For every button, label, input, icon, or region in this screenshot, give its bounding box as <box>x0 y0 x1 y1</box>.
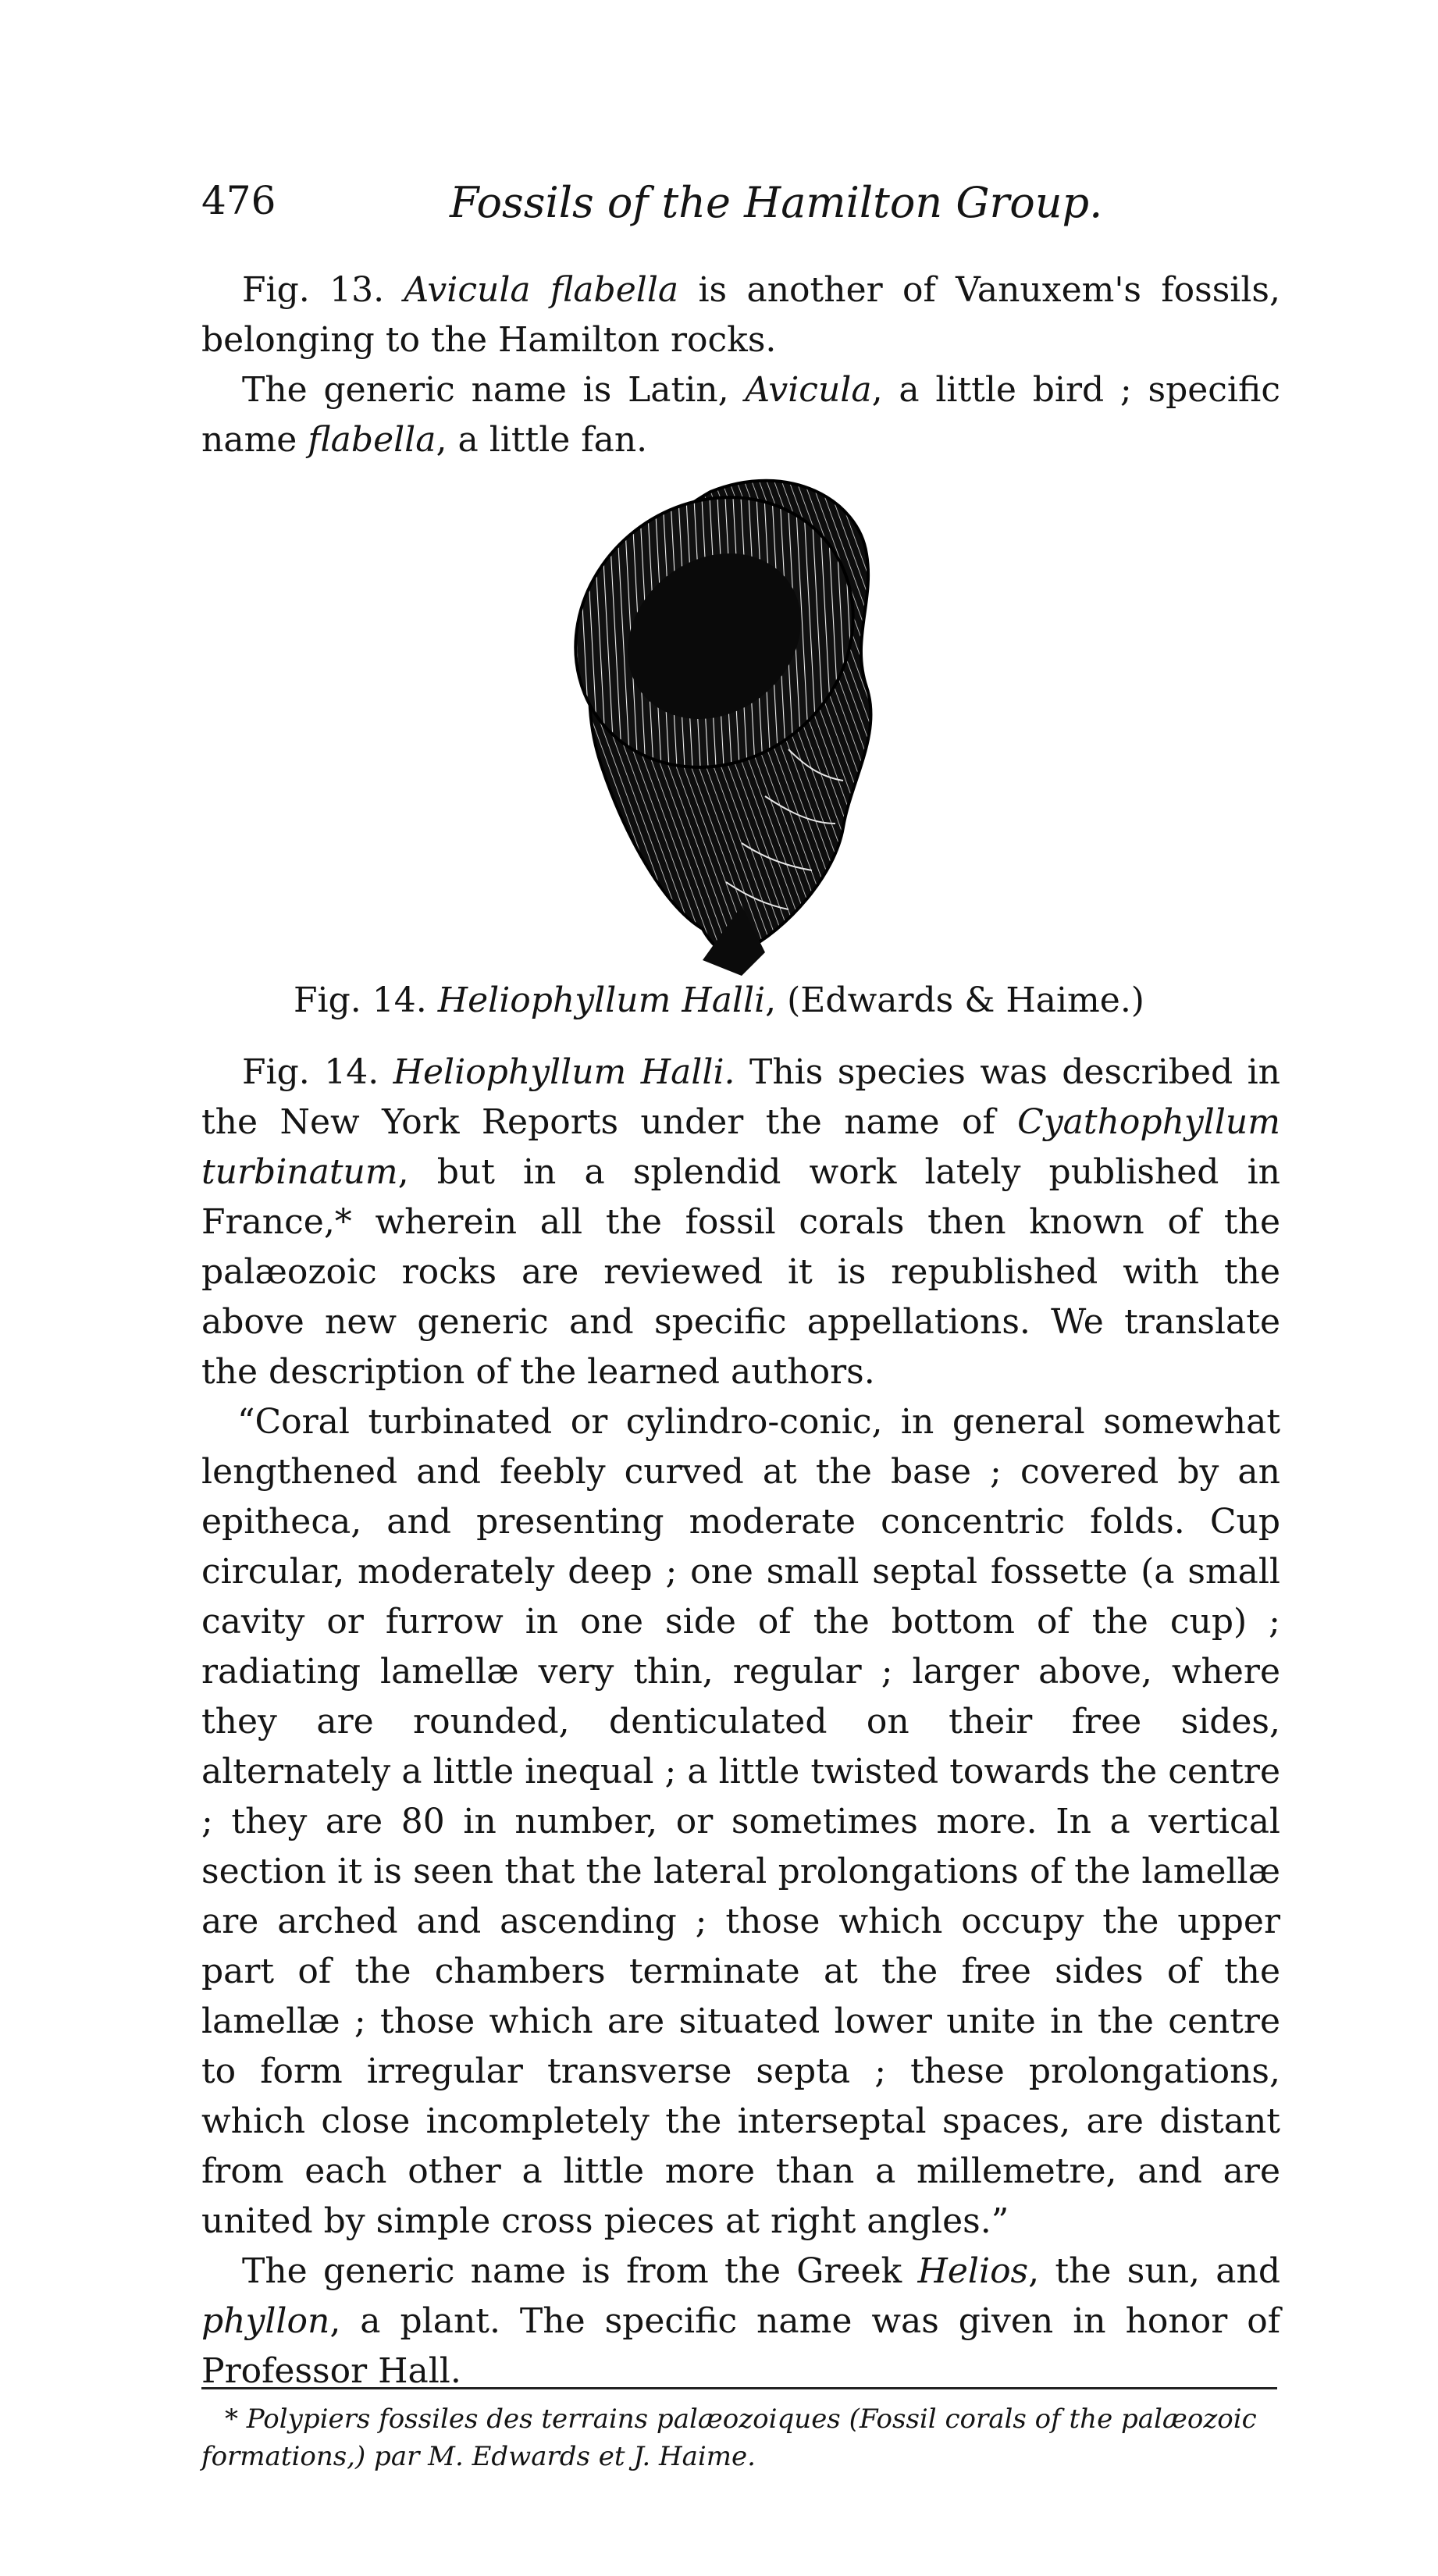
footnote-text: * Polypiers fossiles des terrains palæozoiques (Fossil corals of the palæozoic formations,) par M. Edwards et J. Haime. <box>201 2403 1257 2472</box>
footnote-divider <box>201 2387 1277 2389</box>
fig13-paragraph: Fig. 13. Avicula flabella is another of Vanuxem's fossils, belonging to the Hamilton rocks. <box>201 270 1280 360</box>
species-name: Avicula flabella <box>404 270 679 310</box>
coral-fossil-illustration <box>507 468 960 984</box>
page-header <box>201 178 1279 240</box>
fig13-section <box>201 265 1280 465</box>
footnote <box>201 2400 1277 2475</box>
fig14-section <box>201 1048 1280 2396</box>
quoted-description: “Coral turbinated or cylindro-conic, in general somewhat lengthened and feebly curved at the base ; covered by an epitheca, and presenting moderate concentric folds. Cup circular, moderately deep ; one small septal fossette (a small cavity or furrow in one side of the bottom of the cup) ; radiating lamellæ very thin, regular ; larger above, where they are rounded, denticulated on their free sides, alternately a little inequal ; a little twisted towards the centre ; they are 80 in number, or sometimes more. In a vertical section it is seen that the lateral prolongations of the lamellæ are arched and ascending ; those which occupy the upper part of the chambers terminate at the free sides of the lamellæ ; those which are situated lower unite in the centre to form irregular transverse septa ; these prolongations, which close incompletely the interseptal spaces, are distant from each other a little more than a millemetre, and are united by simple cross pieces at right angles.” <box>201 1402 1280 2241</box>
fig13-etymology: The generic name is Latin, Avicula, a little bird ; specific name flabella, a little fan. <box>201 370 1280 460</box>
page-number: 476 <box>201 178 276 223</box>
figure-caption: Fig. 14. Heliophyllum Halli, (Edwards & Haime.) <box>294 980 1144 1020</box>
fig14-etymology: The generic name is from the Greek Helios, the sun, and phyllon, a plant. The specific name was given in honor of Professor Hall. <box>201 2251 1280 2391</box>
running-title: Fossils of the Hamilton Group. <box>450 178 1103 227</box>
fig14-paragraph: Fig. 14. Heliophyllum Halli. This species was described in the New York Reports under the name of Cyathophyllum turbinatum, but in a splendid work lately published in France,* wherein all the fossil corals then known of the palæozoic rocks are reviewed it is republished with the above new generic and specific appellations. We translate the description of the learned authors. <box>201 1052 1281 1392</box>
